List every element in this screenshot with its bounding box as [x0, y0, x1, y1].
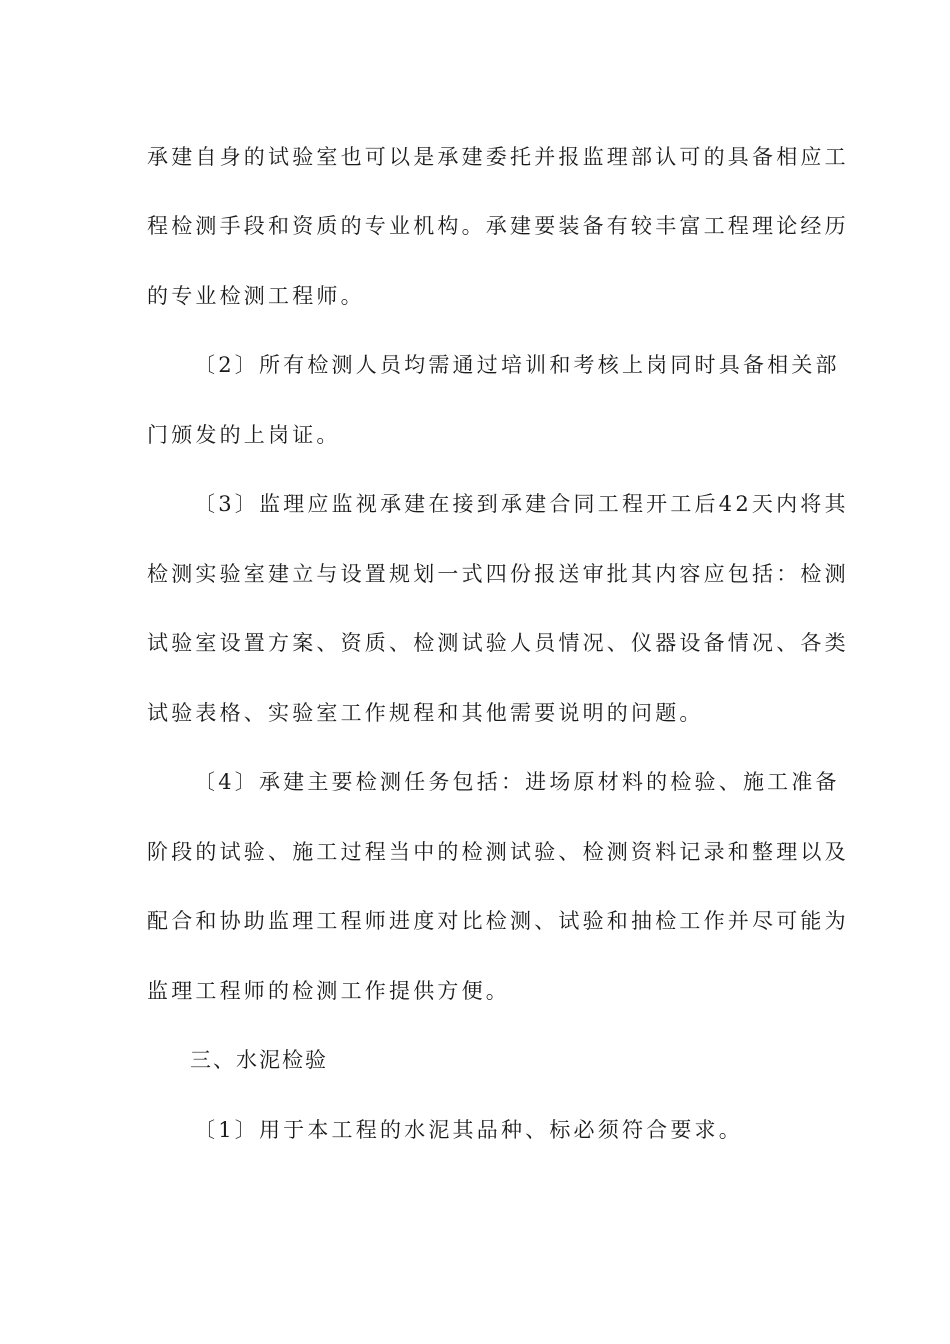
- paragraph-line-2: 程检测手段和资质的专业机构。承建要装备有较丰富工程理论经历: [147, 214, 849, 238]
- paragraph-line-4: 〔2〕所有检测人员均需通过培训和考核上岗同时具备相关部: [194, 353, 840, 377]
- paragraph-line-12: 配合和协助监理工程师进度对比检测、试验和抽检工作并尽可能为: [147, 909, 849, 933]
- paragraph-line-8: 试验室设置方案、资质、检测试验人员情况、仪器设备情况、各类: [147, 631, 849, 655]
- paragraph-line-9: 试验表格、实验室工作规程和其他需要说明的问题。: [147, 701, 704, 725]
- paragraph-line-10: 〔4〕承建主要检测任务包括：进场原材料的检验、施工准备: [194, 770, 840, 794]
- paragraph-line-7: 检测实验室建立与设置规划一式四份报送审批其内容应包括：检测: [147, 562, 849, 586]
- paragraph-line-5: 门颁发的上岗证。: [147, 423, 341, 447]
- paragraph-line-1: 承建自身的试验室也可以是承建委托并报监理部认可的具备相应工: [147, 145, 849, 169]
- paragraph-line-3: 的专业检测工程师。: [147, 284, 365, 308]
- paragraph-line-11: 阶段的试验、施工过程当中的检测试验、检测资料记录和整理以及: [147, 840, 849, 864]
- paragraph-line-6: 〔3〕监理应监视承建在接到承建合同工程开工后42天内将其: [194, 492, 849, 516]
- paragraph-line-15: 〔1〕用于本工程的水泥其品种、标必须符合要求。: [194, 1118, 743, 1142]
- section-heading: 三、水泥检验: [190, 1048, 328, 1072]
- paragraph-line-13: 监理工程师的检测工作提供方便。: [147, 979, 510, 1003]
